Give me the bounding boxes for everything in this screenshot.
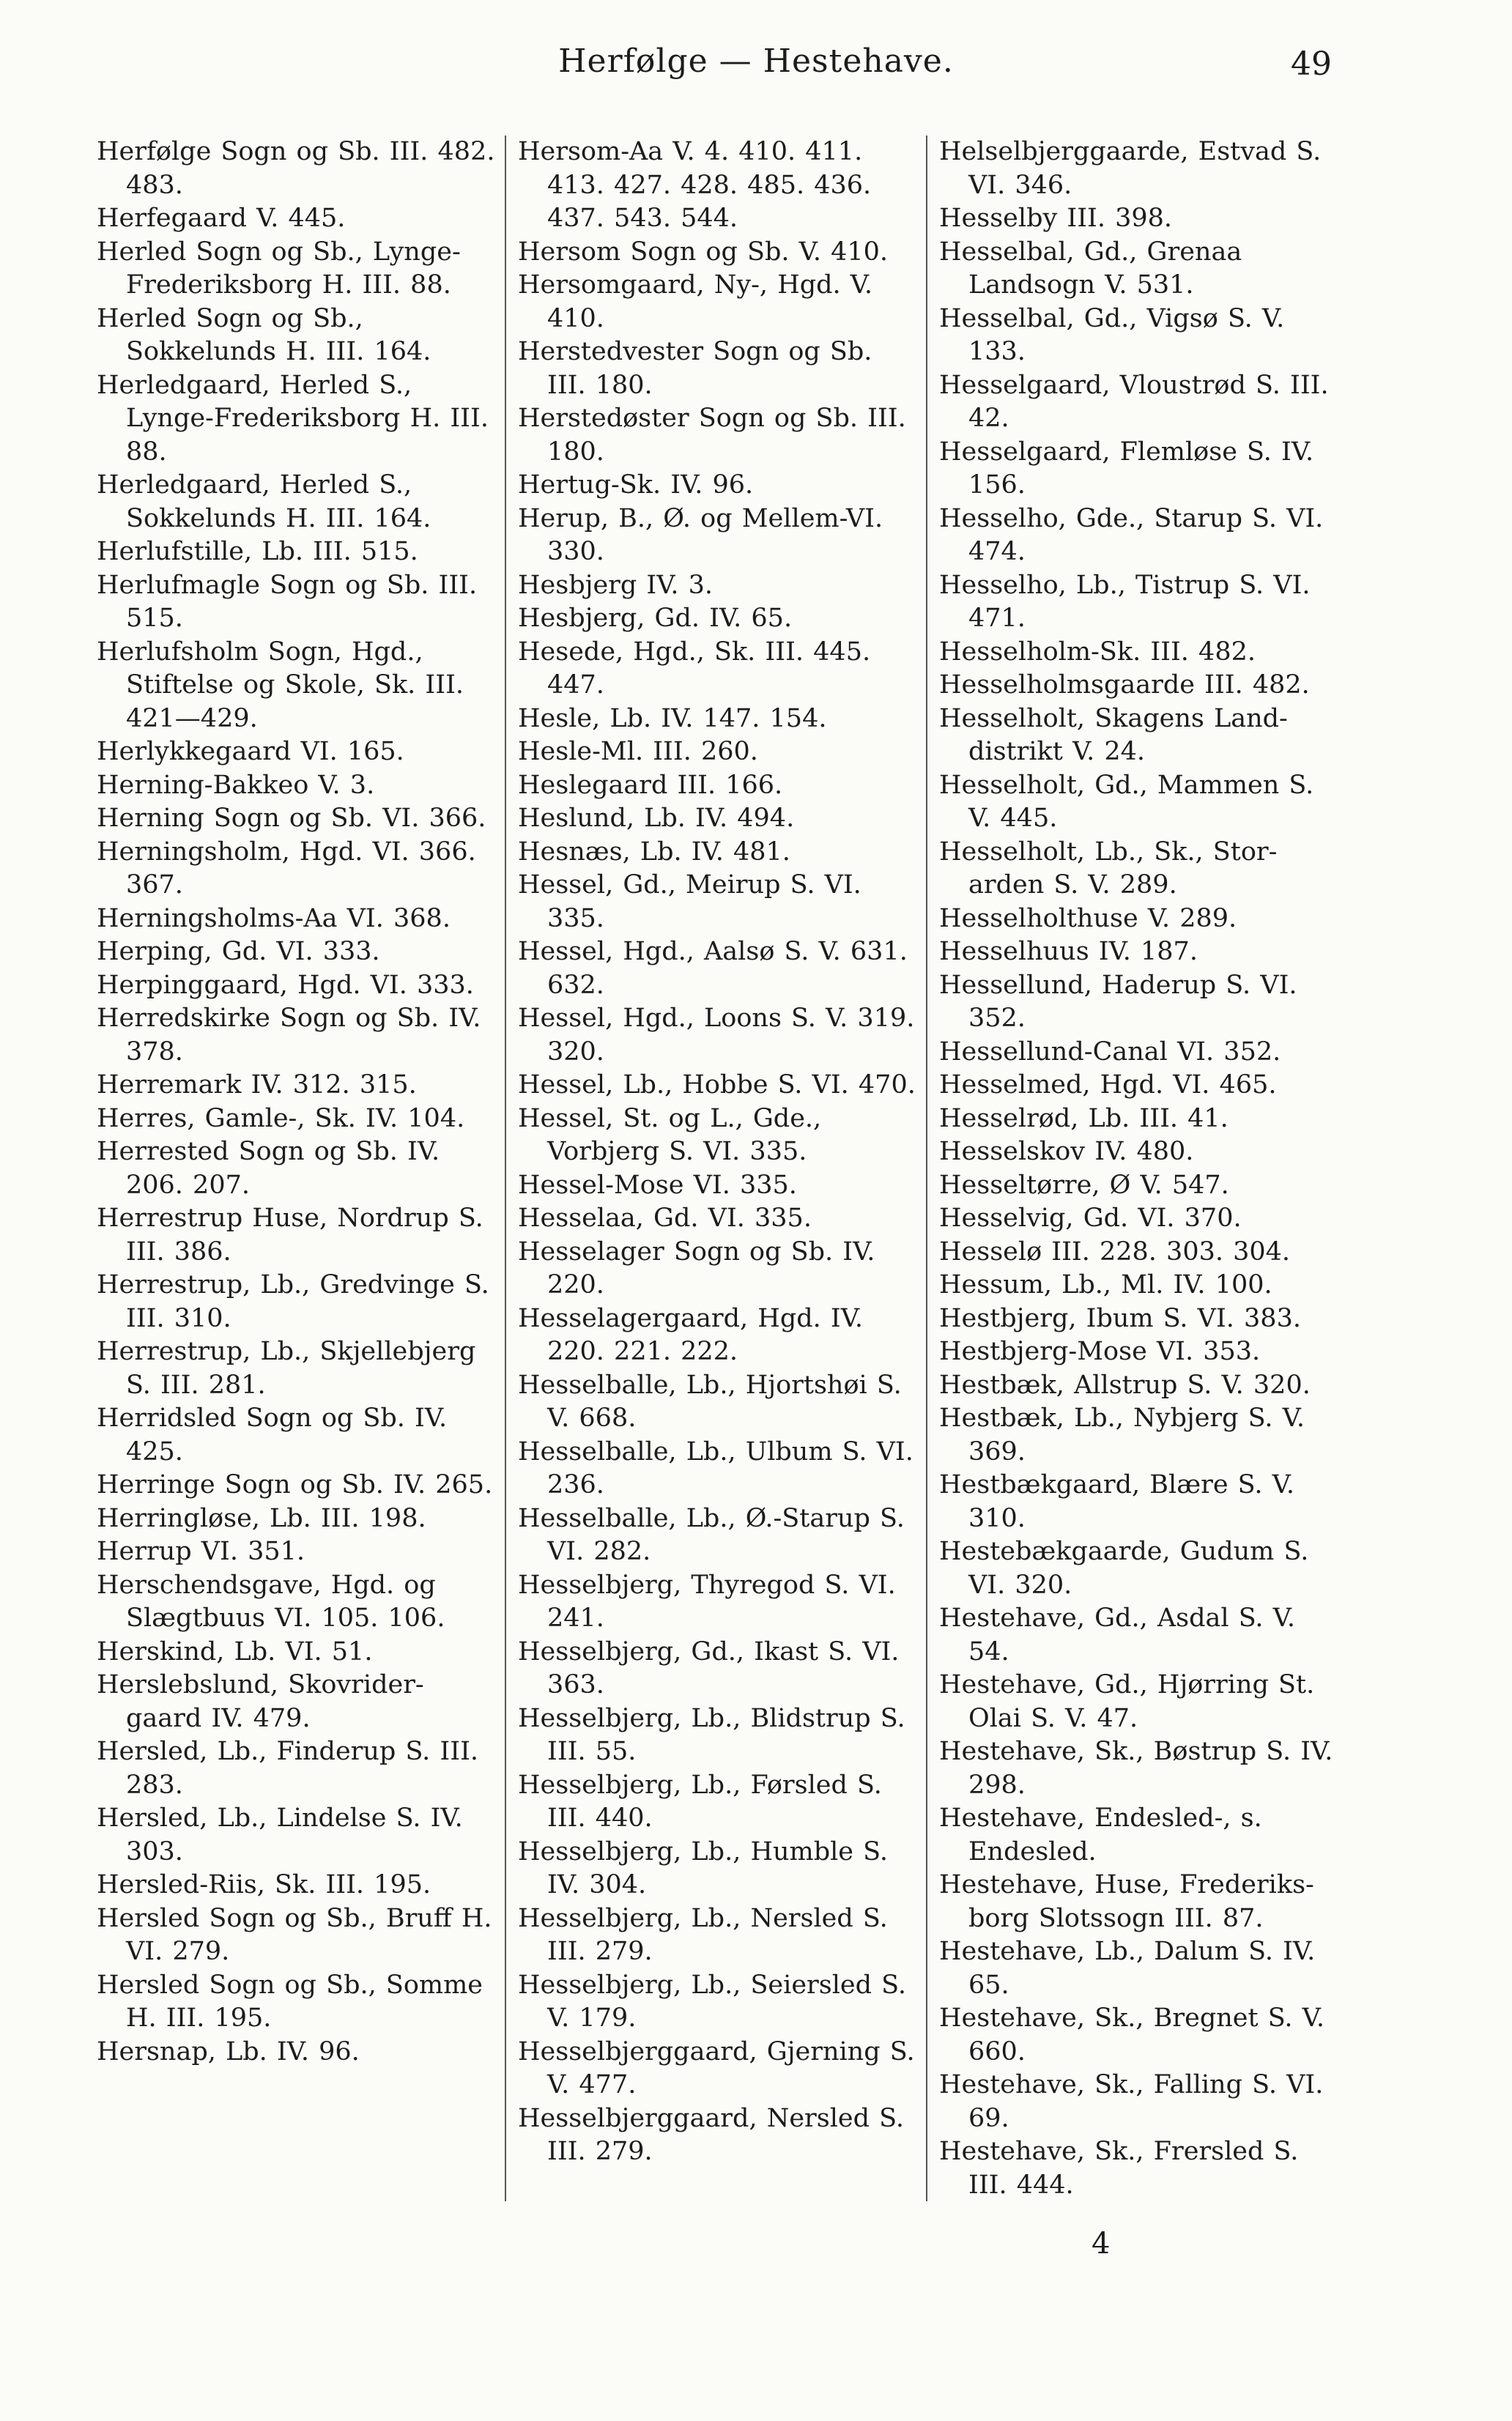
- index-entry: Hesselbjerggaard, Nersled S. III. 279.: [518, 2103, 905, 2166]
- index-entry: Hersled Sogn og Sb., Bruff H. VI. 279.: [97, 1903, 492, 1966]
- index-entry: Hesselbjerg, Lb., Humble S. IV. 304.: [518, 1836, 888, 1899]
- index-entry: Herrestrup, Lb., Gredvinge S. III. 310.: [97, 1270, 489, 1333]
- index-entry: Herfølge Sogn og Sb. III. 482. 483.: [97, 137, 495, 200]
- index-entry: Hessellund, Haderup S. VI. 352.: [939, 970, 1297, 1033]
- index-entry: Herledgaard, Herled S., Lynge-Frederiksborg H. III. 88.: [97, 370, 489, 467]
- index-entry: Hestehave, Sk., Frersled S. III. 444.: [939, 2137, 1299, 2200]
- index-entry: Hesselholm-Sk. III. 482.: [939, 637, 1256, 667]
- column-1: [97, 136, 496, 2223]
- index-entry: Hersom Sogn og Sb. V. 410.: [518, 237, 889, 267]
- index-entry: Hesselgaard, Flemløse S. IV. 156.: [939, 437, 1314, 500]
- index-entry: Hesselaa, Gd. VI. 335.: [518, 1204, 812, 1233]
- index-entry: Hesselrød, Lb. III. 41.: [939, 1103, 1228, 1133]
- index-entry: Hesselholthuse V. 289.: [939, 903, 1237, 933]
- index-entry: Hesselgaard, Vloustrød S. III. 42.: [939, 370, 1329, 433]
- index-entry: Herringløse, Lb. III. 198.: [97, 1503, 426, 1533]
- index-entry: Hesle, Lb. IV. 147. 154.: [518, 703, 827, 733]
- index-entry: Hestbæk, Allstrup S. V. 320.: [939, 1370, 1311, 1400]
- index-entry: Hersnap, Lb. IV. 96.: [97, 2036, 360, 2066]
- index-entry: Herrestrup, Lb., Skjellebjerg S. III. 281.: [97, 1337, 476, 1400]
- index-entry: Hesselskov IV. 480.: [939, 1137, 1194, 1166]
- index-entry: Hersomgaard, Ny-, Hgd. V. 410.: [518, 270, 873, 333]
- index-entry: Hesselvig, Gd. VI. 370.: [939, 1204, 1242, 1233]
- index-entry: Hesselø III. 228. 303. 304.: [939, 1237, 1291, 1267]
- index-entry: Herfegaard V. 445.: [97, 204, 346, 233]
- index-entry: Hestehave, Lb., Dalum S. IV. 65.: [939, 1937, 1316, 2000]
- index-entry: Hesselager Sogn og Sb. IV. 220.: [518, 1237, 875, 1300]
- index-entry: Hessel, Hgd., Loons S. V. 319. 320.: [518, 1004, 915, 1067]
- index-entry: Hersled, Lb., Lindelse S. IV. 303.: [97, 1803, 463, 1866]
- index-entry: Heslund, Lb. IV. 494.: [518, 804, 795, 833]
- index-entry: Hesselballe, Lb., Hjortshøi S. V. 668.: [518, 1370, 902, 1433]
- running-head: Herfølge — Hestehave.: [558, 42, 954, 80]
- index-entry: Hesnæs, Lb. IV. 481.: [518, 837, 790, 867]
- index-entry: Herup, B., Ø. og Mellem-VI. 330.: [518, 503, 883, 566]
- index-entry: Herstedvester Sogn og Sb. III. 180.: [518, 337, 872, 400]
- index-entry: Hestbækgaard, Blære S. V. 310.: [939, 1470, 1294, 1533]
- index-entry: Hessel, Hgd., Aalsø S. V. 631. 632.: [518, 937, 908, 1000]
- index-entry: Hesle-Ml. III. 260.: [518, 737, 758, 766]
- index-entry: Hesselholt, Lb., Sk., Stor-arden S. V. 289.: [939, 837, 1278, 900]
- index-entry: Hesbjerg, Gd. IV. 65.: [518, 604, 793, 633]
- index-entry: Helselbjerggaarde, Estvad S. VI. 346.: [939, 137, 1322, 200]
- index-entry: Hestehave, Sk., Bregnet S. V. 660.: [939, 2003, 1324, 2066]
- index-entry: Herlufstille, Lb. III. 515.: [97, 537, 418, 566]
- index-entry: Hersom-Aa V. 4. 410. 411. 413. 427. 428. 485. 436. 437. 543. 544.: [518, 137, 872, 233]
- index-entry: Hessel, Gd., Meirup S. VI. 335.: [518, 870, 861, 933]
- index-entry: Hesselby III. 398.: [939, 204, 1173, 233]
- index-entry: Herrestrup Huse, Nordrup S. III. 386.: [97, 1204, 483, 1267]
- index-entry: Herredskirke Sogn og Sb. IV. 378.: [97, 1004, 481, 1067]
- column-3: [939, 136, 1338, 2223]
- page-header: [0, 42, 1512, 94]
- page-number: 49: [1291, 45, 1332, 83]
- index-entry: Hesselho, Gde., Starup S. VI. 474.: [939, 503, 1324, 566]
- index-entry: Hertug-Sk. IV. 96.: [518, 470, 754, 500]
- index-entry: Herningsholm, Hgd. VI. 366. 367.: [97, 837, 476, 900]
- index-entry: Hesseltørre, Ø V. 547.: [939, 1170, 1229, 1200]
- index-entry: Hersled-Riis, Sk. III. 195.: [97, 1870, 431, 1899]
- index-entry: Herlufmagle Sogn og Sb. III. 515.: [97, 570, 478, 633]
- index-entry: Hesselbjerg, Lb., Nersled S. III. 279.: [518, 1903, 888, 1966]
- index-entry: Hersled, Lb., Finderup S. III. 283.: [97, 1737, 479, 1800]
- index-entry: Hesselballe, Lb., Ø.-Starup S. VI. 282.: [518, 1503, 905, 1566]
- index-entry: Hesselbjerg, Thyregod S. VI. 241.: [518, 1570, 896, 1633]
- index-entry: Hesselholmsgaarde III. 482.: [939, 670, 1310, 700]
- index-entry: Herslebslund, Skovrider-gaard IV. 479.: [97, 1670, 424, 1733]
- index-entry: Hessum, Lb., Ml. IV. 100.: [939, 1270, 1272, 1300]
- index-entry: Herled Sogn og Sb., Sokkelunds H. III. 164.: [97, 303, 431, 366]
- index-entry: Herlufsholm Sogn, Hgd., Stiftelse og Skole, Sk. III. 421—429.: [97, 637, 464, 733]
- index-entry: Hesselbjerg, Gd., Ikast S. VI. 363.: [518, 1636, 900, 1699]
- index-entry: Hestehave, Sk., Bøstrup S. IV. 298.: [939, 1737, 1333, 1800]
- index-entry: Hestbæk, Lb., Nybjerg S. V. 369.: [939, 1404, 1305, 1467]
- index-entry: Hessel, Lb., Hobbe S. VI. 470.: [518, 1070, 916, 1100]
- index-entry: Herrup VI. 351.: [97, 1537, 305, 1566]
- index-entry: Hersled Sogn og Sb., Somme H. III. 195.: [97, 1970, 483, 2033]
- index-entry: Herningsholms-Aa VI. 368.: [97, 903, 451, 933]
- index-columns: [97, 136, 1338, 2223]
- index-entry: Herridsled Sogn og Sb. IV. 425.: [97, 1404, 448, 1467]
- index-entry: Hestbjerg, Ibum S. VI. 383.: [939, 1303, 1301, 1333]
- index-entry: Hesselbjerg, Lb., Seiersled S. V. 179.: [518, 1970, 907, 2033]
- index-entry: Hesselmed, Hgd. VI. 465.: [939, 1070, 1277, 1100]
- index-entry: Hestehave, Sk., Falling S. VI. 69.: [939, 2070, 1324, 2133]
- index-entry: Hesselbjerg, Lb., Førsled S. III. 440.: [518, 1770, 882, 1833]
- index-entry: Hesselbal, Gd., Grenaa Landsogn V. 531.: [939, 237, 1242, 300]
- index-entry: Hestebækgaarde, Gudum S. VI. 320.: [939, 1537, 1309, 1600]
- index-entry: Hestehave, Gd., Asdal S. V. 54.: [939, 1604, 1295, 1666]
- index-entry: Hesselbjerg, Lb., Blidstrup S. III. 55.: [518, 1703, 905, 1766]
- index-entry: Hesselbal, Gd., Vigsø S. V. 133.: [939, 303, 1285, 366]
- index-entry: Herringe Sogn og Sb. IV. 265.: [97, 1470, 493, 1499]
- index-entry: Hessellund-Canal VI. 352.: [939, 1037, 1281, 1067]
- index-entry: Hestbjerg-Mose VI. 353.: [939, 1337, 1261, 1366]
- index-entry: Hesselho, Lb., Tistrup S. VI. 471.: [939, 570, 1311, 633]
- index-entry: Herning-Bakkeo V. 3.: [97, 770, 375, 800]
- index-entry: Herpinggaard, Hgd. VI. 333.: [97, 970, 474, 1000]
- index-entry: Hesselhuus IV. 187.: [939, 937, 1198, 966]
- index-entry: Hestehave, Endesled-, s. Endesled.: [939, 1803, 1262, 1866]
- index-entry: Herrested Sogn og Sb. IV. 206. 207.: [97, 1137, 440, 1200]
- index-entry: Herschendsgave, Hgd. og Slægtbuus VI. 105. 106.: [97, 1570, 445, 1633]
- index-entry: Herstedøster Sogn og Sb. III. 180.: [518, 404, 906, 467]
- index-entry: Herping, Gd. VI. 333.: [97, 937, 380, 966]
- index-entry: Hessel, St. og L., Gde., Vorbjerg S. VI. 335.: [518, 1103, 822, 1166]
- column-divider: [926, 136, 927, 2201]
- index-entry: Hesselbjerggaard, Gjerning S. V. 477.: [518, 2036, 915, 2099]
- index-entry: Hessel-Mose VI. 335.: [518, 1170, 797, 1200]
- index-entry: Herremark IV. 312. 315.: [97, 1070, 417, 1100]
- column-2: [518, 136, 917, 2223]
- index-entry: Hesselholt, Gd., Mammen S. V. 445.: [939, 770, 1314, 833]
- index-entry: Hestehave, Gd., Hjørring St. Olai S. V. 47.: [939, 1670, 1315, 1733]
- index-entry: Herledgaard, Herled S., Sokkelunds H. III. 164.: [97, 470, 431, 533]
- column-divider: [505, 136, 506, 2201]
- signature-mark: 4: [1092, 2227, 1111, 2261]
- index-entry: Hesselballe, Lb., Ulbum S. VI. 236.: [518, 1436, 914, 1499]
- index-entry: Heslegaard III. 166.: [518, 770, 783, 800]
- index-entry: Hestehave, Huse, Frederiks-borg Slotssogn III. 87.: [939, 1870, 1314, 1933]
- index-entry: Herlykkegaard VI. 165.: [97, 737, 404, 766]
- index-entry: Hesselholt, Skagens Land-distrikt V. 24.: [939, 703, 1288, 766]
- index-entry: Herled Sogn og Sb., Lynge-Frederiksborg H. III. 88.: [97, 237, 461, 300]
- index-entry: Herning Sogn og Sb. VI. 366.: [97, 804, 486, 833]
- index-entry: Herres, Gamle-, Sk. IV. 104.: [97, 1103, 465, 1133]
- index-entry: Herskind, Lb. VI. 51.: [97, 1636, 373, 1666]
- index-entry: Hesselagergaard, Hgd. IV. 220. 221. 222.: [518, 1303, 863, 1366]
- index-entry: Hesbjerg IV. 3.: [518, 570, 714, 600]
- index-entry: Hesede, Hgd., Sk. III. 445. 447.: [518, 637, 871, 700]
